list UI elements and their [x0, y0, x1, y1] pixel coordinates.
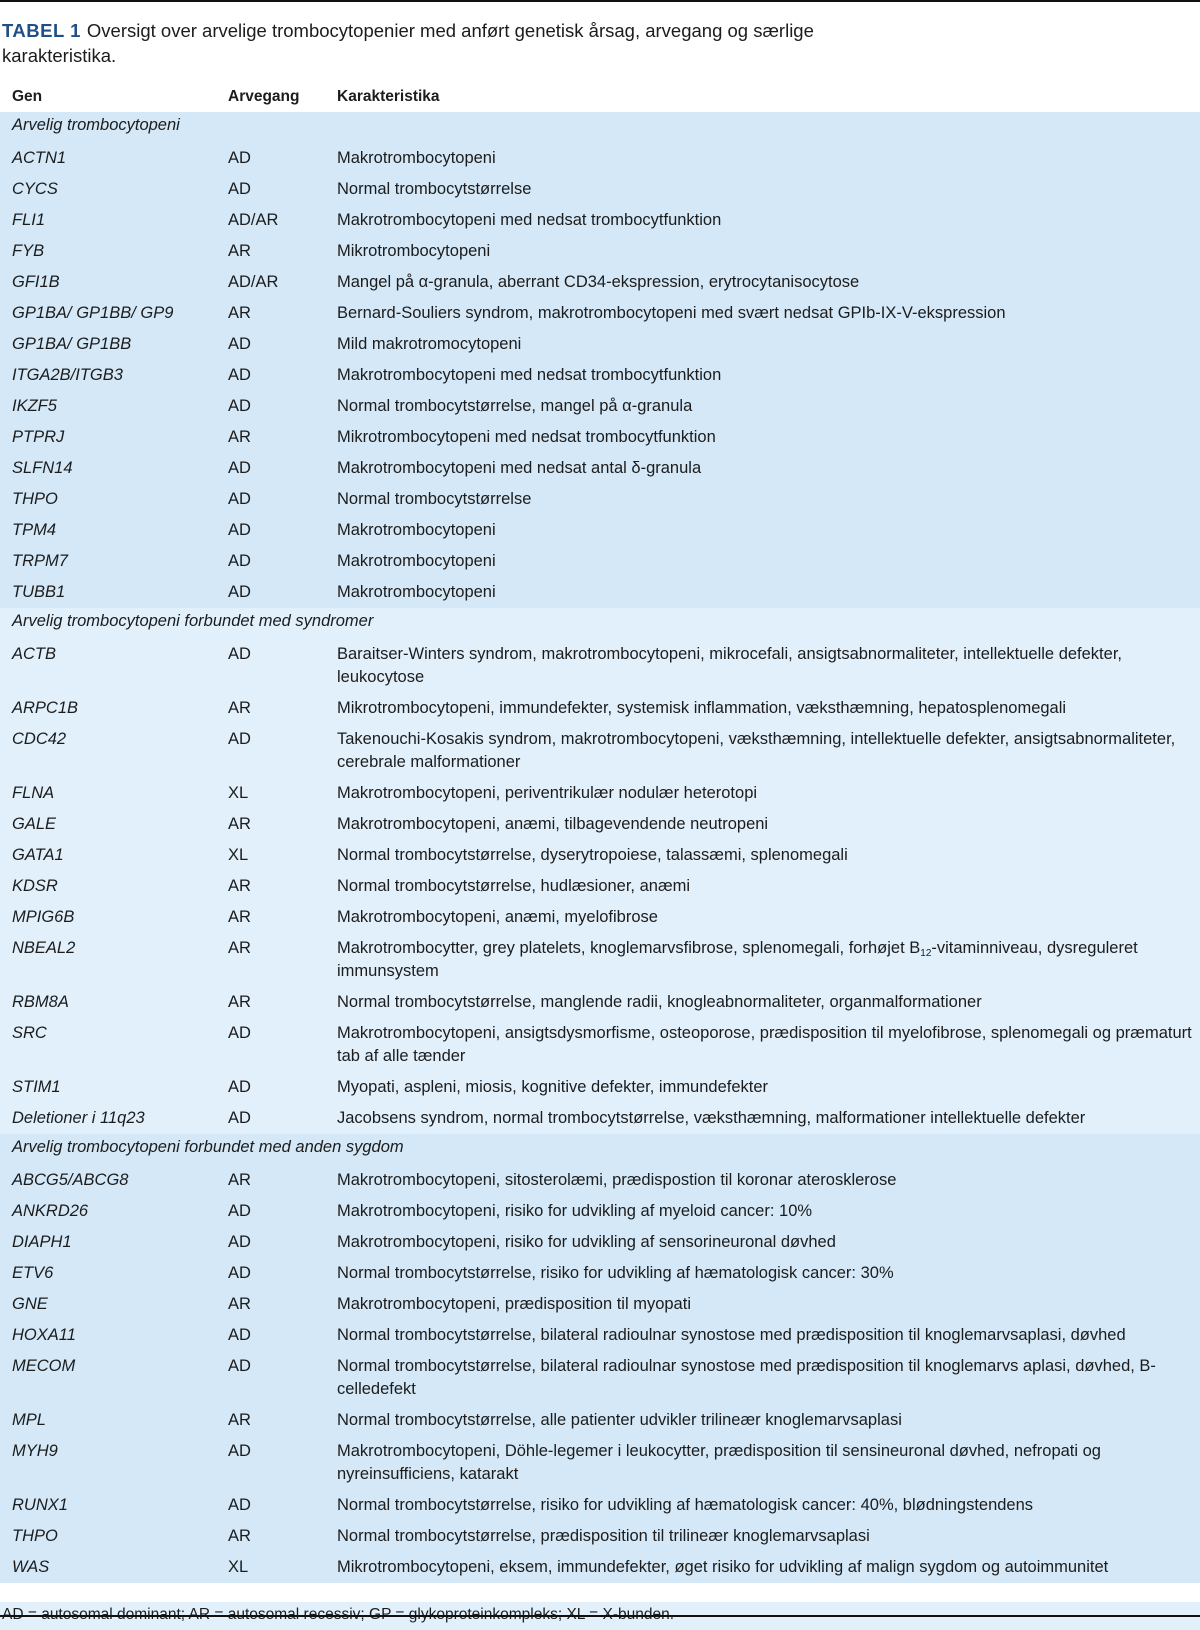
section-heading-row	[0, 608, 1200, 639]
cell-karakteristika: Bernard-Souliers syndrom, makrotrombocytopeni med svært nedsat GPIb-IX-V-ekspression	[337, 304, 1006, 322]
section-title: Arvelig trombocytopeni	[12, 116, 180, 134]
section-title: Arvelig trombocytopeni forbundet med syndromer	[12, 612, 374, 630]
table-row	[0, 1018, 1200, 1072]
cell-arvegang: AD	[228, 459, 251, 477]
cell-arvegang: AD	[228, 1496, 251, 1514]
cell-gen: GP1BA/ GP1BB	[12, 335, 132, 353]
table-caption	[2, 18, 882, 68]
section-heading-row	[0, 1134, 1200, 1165]
cell-gen: MPIG6B	[12, 908, 75, 926]
cell-gen: WAS	[12, 1558, 50, 1576]
cell-arvegang: AR	[228, 993, 251, 1011]
table-row	[0, 484, 1200, 515]
cell-arvegang: AD	[228, 366, 251, 384]
cell-karakteristika: Normal trombocytstørrelse, bilateral radioulnar synostose med prædisposition til knoglemarvsaplasi, døvhed	[337, 1326, 1126, 1344]
table-row	[0, 267, 1200, 298]
table-row	[0, 1405, 1200, 1436]
cell-arvegang: AD	[228, 645, 251, 663]
cell-gen: TUBB1	[12, 583, 66, 601]
table-row	[0, 1521, 1200, 1552]
table-row	[0, 778, 1200, 809]
table-row	[0, 515, 1200, 546]
table-row	[0, 871, 1200, 902]
table-label: TABEL 1	[2, 20, 81, 41]
cell-karakteristika: Makrotrombocytopeni, ansigtsdysmorfisme, osteoporose, prædisposition til myelofibrose, splenomegali og præmaturt tab af alle tænder	[337, 1024, 1192, 1065]
table-row	[0, 143, 1200, 174]
cell-arvegang: AD	[228, 1264, 251, 1282]
cell-gen: NBEAL2	[12, 939, 76, 957]
cell-karakteristika: Makrotrombocytopeni, risiko for udvikling af myeloid cancer: 10%	[337, 1202, 813, 1220]
cell-karakteristika: Makrotrombocytopeni	[337, 552, 496, 570]
cell-karakteristika	[337, 937, 1192, 983]
cell-arvegang: AD	[228, 1109, 251, 1127]
subscript: 12	[920, 948, 932, 959]
table-row	[0, 546, 1200, 577]
bottom-rule	[0, 1615, 1200, 1617]
cell-arvegang: AD	[228, 1078, 251, 1096]
cell-arvegang: AD	[228, 1202, 251, 1220]
cell-karakteristika: Mikrotrombocytopeni, immundefekter, systemisk inflammation, væksthæmning, hepatosplenomegali	[337, 699, 1067, 717]
cell-karakteristika: Makrotrombocytopeni med nedsat antal δ-granula	[337, 459, 702, 477]
cell-arvegang: AR	[228, 877, 251, 895]
section-title: Arvelig trombocytopeni forbundet med anden sygdom	[12, 1138, 404, 1156]
table-row	[0, 1552, 1200, 1583]
cell-gen: GNE	[12, 1295, 48, 1313]
cell-karakteristika: Normal trombocytstørrelse, mangel på α-granula	[337, 397, 693, 415]
cell-gen: ACTB	[12, 645, 57, 663]
table-body	[0, 112, 1200, 1583]
cell-arvegang: AR	[228, 1411, 251, 1429]
cell-karakteristika: Baraitser-Winters syndrom, makrotrombocytopeni, mikrocefali, ansigtsabnormaliteter, intellektuelle defekter, leukocytose	[337, 645, 1122, 686]
cell-gen: THPO	[12, 490, 58, 508]
cell-arvegang: XL	[228, 1558, 249, 1576]
cell-arvegang: AR	[228, 242, 251, 260]
table-row	[0, 933, 1200, 987]
table-row	[0, 174, 1200, 205]
cell-karakteristika: Makrotrombocytopeni med nedsat trombocytfunktion	[337, 366, 722, 384]
karakteristika-part: Makrotrombocytter, grey platelets, knoglemarvsfibrose, splenomegali, forhøjet B	[337, 939, 921, 957]
table-row	[0, 693, 1200, 724]
cell-arvegang: AR	[228, 939, 251, 957]
table-row	[0, 987, 1200, 1018]
cell-gen: TPM4	[12, 521, 57, 539]
table-row	[0, 1227, 1200, 1258]
cell-gen: TRPM7	[12, 552, 68, 570]
cell-gen: Deletioner i 11q23	[12, 1109, 145, 1127]
cell-karakteristika: Normal trombocytstørrelse	[337, 180, 532, 198]
cell-arvegang: AR	[228, 1171, 251, 1189]
cell-arvegang: AD	[228, 149, 251, 167]
cell-gen: DIAPH1	[12, 1233, 72, 1251]
table-row	[0, 453, 1200, 484]
cell-gen: PTPRJ	[12, 428, 65, 446]
cell-gen: ANKRD26	[12, 1202, 89, 1220]
cell-karakteristika: Jacobsens syndrom, normal trombocytstørrelse, væksthæmning, malformationer intellektuelle defekter	[337, 1109, 1086, 1127]
table-row	[0, 360, 1200, 391]
table-header-row	[0, 82, 1200, 112]
header-gen: Gen	[12, 88, 43, 105]
table-row	[0, 1289, 1200, 1320]
cell-gen: HOXA11	[12, 1326, 76, 1344]
cell-karakteristika: Takenouchi-Kosakis syndrom, makrotrombocytopeni, væksthæmning, intellektuelle defekter, ansigtsabnormaliteter, cerebrale malformationer	[337, 730, 1176, 771]
cell-karakteristika: Normal trombocytstørrelse, manglende radii, knogleabnormaliteter, organmalformationer	[337, 993, 982, 1011]
cell-arvegang: AR	[228, 1527, 251, 1545]
top-rule	[0, 0, 1200, 2]
cell-arvegang: AD	[228, 730, 251, 748]
cell-gen: GALE	[12, 815, 57, 833]
cell-karakteristika: Makrotrombocytopeni	[337, 521, 496, 539]
cell-gen: RBM8A	[12, 993, 69, 1011]
cell-gen: MYH9	[12, 1442, 58, 1460]
cell-arvegang: AD	[228, 335, 251, 353]
cell-karakteristika: Normal trombocytstørrelse	[337, 490, 532, 508]
cell-karakteristika: Normal trombocytstørrelse, risiko for udvikling af hæmatologisk cancer: 40%, blødningstendens	[337, 1496, 1034, 1514]
cell-arvegang: AR	[228, 815, 251, 833]
table-row	[0, 298, 1200, 329]
table-row	[0, 724, 1200, 778]
cell-karakteristika: Normal trombocytstørrelse, risiko for udvikling af hæmatologisk cancer: 30%	[337, 1264, 894, 1282]
table-row	[0, 1320, 1200, 1351]
table-row	[0, 1165, 1200, 1196]
cell-arvegang: AD	[228, 180, 251, 198]
cell-gen: GATA1	[12, 846, 64, 864]
cell-gen: ACTN1	[12, 149, 67, 167]
cell-arvegang: AR	[228, 699, 251, 717]
cell-arvegang: AD	[228, 1326, 251, 1344]
table-row	[0, 902, 1200, 933]
cell-karakteristika: Mikrotrombocytopeni	[337, 242, 491, 260]
caption-text: Oversigt over arvelige trombocytopenier med anført genetisk årsag, arvegang og særlige karakteristika.	[2, 20, 814, 66]
cell-gen: GFI1B	[12, 273, 60, 291]
table-row	[0, 391, 1200, 422]
karakteristika-part: -vitaminniveau, dysreguleret immunsystem	[337, 939, 1138, 980]
cell-karakteristika: Normal trombocytstørrelse, bilateral radioulnar synostose med prædisposition til knoglemarvs aplasi, døvhed, B-celledefekt	[337, 1357, 1156, 1398]
cell-karakteristika: Normal trombocytstørrelse, prædisposition til trilineær knoglemarvsaplasi	[337, 1527, 870, 1545]
cell-arvegang: AD	[228, 1024, 251, 1042]
cell-gen: ITGA2B/ITGB3	[12, 366, 123, 384]
cell-gen: FLI1	[12, 211, 46, 229]
cell-karakteristika: Makrotrombocytopeni, risiko for udvikling af sensorineuronal døvhed	[337, 1233, 836, 1251]
cell-arvegang: AD	[228, 521, 251, 539]
cell-arvegang: AD	[228, 552, 251, 570]
cell-karakteristika: Makrotrombocytopeni med nedsat trombocytfunktion	[337, 211, 722, 229]
cell-gen: ARPC1B	[12, 699, 79, 717]
cell-arvegang: AR	[228, 1295, 251, 1313]
table-row	[0, 809, 1200, 840]
cell-gen: ABCG5/ABCG8	[12, 1171, 129, 1189]
table-row	[0, 577, 1200, 608]
table-row	[0, 205, 1200, 236]
table-row	[0, 1103, 1200, 1134]
cell-arvegang: AD/AR	[228, 273, 279, 291]
table-row	[0, 840, 1200, 871]
header-arvegang: Arvegang	[228, 88, 300, 105]
cell-karakteristika: Normal trombocytstørrelse, dyserytropoiese, talassæmi, splenomegali	[337, 846, 848, 864]
table-row	[0, 1196, 1200, 1227]
cell-gen: GP1BA/ GP1BB/ GP9	[12, 304, 174, 322]
cell-karakteristika: Mikrotrombocytopeni, eksem, immundefekter, øget risiko for udvikling af malign sygdom og autoimmunitet	[337, 1558, 1109, 1576]
table-row	[0, 1490, 1200, 1521]
header-karakteristika: Karakteristika	[337, 88, 440, 105]
cell-arvegang: AD	[228, 1233, 251, 1251]
cell-karakteristika: Mikrotrombocytopeni med nedsat trombocytfunktion	[337, 428, 716, 446]
cell-arvegang: AD	[228, 583, 251, 601]
cell-karakteristika: Makrotrombocytopeni	[337, 149, 496, 167]
cell-arvegang: AD/AR	[228, 211, 279, 229]
cell-arvegang: AD	[228, 397, 251, 415]
cell-arvegang: XL	[228, 846, 249, 864]
cell-gen: KDSR	[12, 877, 58, 895]
table-row	[0, 422, 1200, 453]
cell-gen: MPL	[12, 1411, 46, 1429]
cell-gen: CYCS	[12, 180, 58, 198]
table-row	[0, 1258, 1200, 1289]
cell-arvegang: AD	[228, 1357, 251, 1375]
genetics-table	[0, 82, 1200, 1583]
cell-gen: FYB	[12, 242, 45, 260]
cell-karakteristika: Makrotrombocytopeni, anæmi, myelofibrose	[337, 908, 658, 926]
cell-karakteristika: Normal trombocytstørrelse, hudlæsioner, anæmi	[337, 877, 691, 895]
cell-gen: FLNA	[12, 784, 55, 802]
cell-arvegang: AR	[228, 908, 251, 926]
cell-karakteristika: Normal trombocytstørrelse, alle patienter udvikler trilineær knoglemarvsaplasi	[337, 1411, 902, 1429]
cell-gen: SLFN14	[12, 459, 73, 477]
cell-gen: IKZF5	[12, 397, 57, 415]
cell-karakteristika: Mild makrotromocytopeni	[337, 335, 522, 353]
table-row	[0, 1436, 1200, 1490]
cell-karakteristika: Makrotrombocytopeni, Döhle-legemer i leukocytter, prædisposition til sensineuronal døvhed, nefropati og nyreinsufficiens, katarakt	[337, 1442, 1101, 1483]
cell-karakteristika: Makrotrombocytopeni, sitosterolæmi, prædispostion til koronar aterosklerose	[337, 1171, 897, 1189]
cell-gen: THPO	[12, 1527, 58, 1545]
cell-arvegang: AR	[228, 428, 251, 446]
cell-arvegang: AD	[228, 1442, 251, 1460]
cell-karakteristika: Makrotrombocytopeni, anæmi, tilbagevendende neutropeni	[337, 815, 769, 833]
cell-gen: SRC	[12, 1024, 47, 1042]
table-row	[0, 236, 1200, 267]
cell-gen: CDC42	[12, 730, 67, 748]
cell-gen: ETV6	[12, 1264, 54, 1282]
table-row	[0, 639, 1200, 693]
table-row	[0, 329, 1200, 360]
table-row	[0, 1072, 1200, 1103]
cell-karakteristika: Makrotrombocytopeni, periventrikulær nodulær heterotopi	[337, 784, 758, 802]
cell-gen: MECOM	[12, 1357, 76, 1375]
cell-karakteristika: Makrotrombocytopeni, prædisposition til myopati	[337, 1295, 691, 1313]
cell-arvegang: XL	[228, 784, 249, 802]
section-heading-row	[0, 112, 1200, 143]
cell-arvegang: AD	[228, 490, 251, 508]
cell-karakteristika: Makrotrombocytopeni	[337, 583, 496, 601]
cell-arvegang: AR	[228, 304, 251, 322]
table-row	[0, 1351, 1200, 1405]
cell-karakteristika: Mangel på α-granula, aberrant CD34-ekspression, erytrocytanisocytose	[337, 273, 860, 291]
cell-gen: RUNX1	[12, 1496, 68, 1514]
cell-gen: STIM1	[12, 1078, 61, 1096]
cell-karakteristika: Myopati, aspleni, miosis, kognitive defekter, immundefekter	[337, 1078, 769, 1096]
